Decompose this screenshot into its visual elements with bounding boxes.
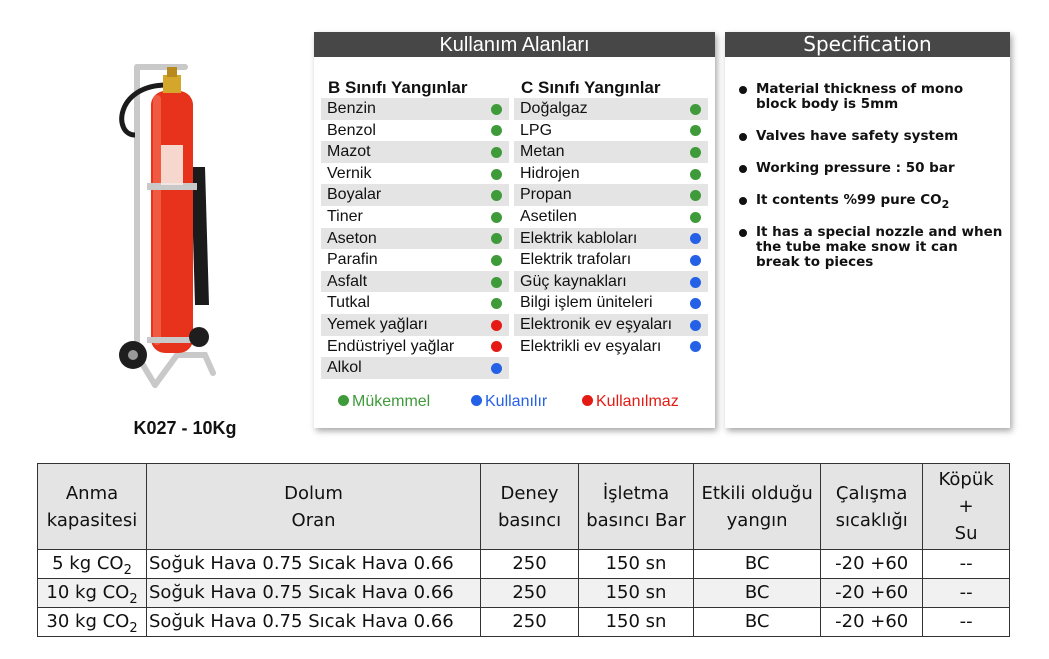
cell-temp [821,579,923,608]
blue-dot-icon [690,320,701,331]
specification-panel [725,32,1010,428]
list-item-label: Metan [520,143,565,161]
list-item-label: Alkol [327,359,362,377]
list-item-label: Vernik [327,164,372,182]
capacity-table [37,463,1010,637]
list-item [321,163,509,185]
bullet-icon [739,229,747,237]
blue-dot-icon [690,277,701,288]
header-line: yangın [726,509,788,531]
list-item-label: Endüstriyel yağlar [327,337,455,355]
header-line: İşletma [602,482,670,504]
list-item [514,314,708,336]
spec-item-text: Working pressure : 50 bar [756,160,955,176]
cell-fire-text: BC [744,611,770,632]
list-item-label: LPG [520,121,553,139]
spec-item-text: Valves have safety system [756,128,959,144]
cell-fill [147,550,481,579]
table-header-cell [694,464,821,550]
class-c-column [514,78,708,357]
list-item [321,271,509,293]
list-item-label: Benzin [327,100,376,117]
list-item [321,184,509,206]
cell-foam-text: -- [959,582,973,603]
list-item [514,206,708,228]
cell-foam [923,579,1010,608]
cell-work-text: 150 sn [605,582,667,603]
blue-dot-icon [690,341,701,352]
cell-test [481,608,579,637]
list-item-label: Aseton [327,229,377,247]
header-line: Anma [65,482,119,504]
header-line: Etkili olduğu [701,482,813,504]
usage-panel [314,32,715,428]
cell-fire [694,550,821,579]
cell-temp [821,608,923,637]
spec-item [738,82,1003,112]
legend-usable [471,393,547,411]
list-item [321,98,509,120]
list-item-label: Tutkal [327,294,370,312]
table-body [38,550,1010,637]
cell-foam-text: -- [959,553,973,574]
header-line: Köpük [938,469,994,490]
cell-fill-text: Soğuk Hava 0.75 Sıcak Hava 0.66 [149,611,454,632]
header-line: kapasitesi [46,509,138,531]
green-dot-icon [690,104,701,115]
cell-temp-text: -20 +60 [835,582,909,603]
class-b-list [321,98,509,379]
cell-capacity [38,550,147,579]
cell-capacity-text: 30 kg CO [46,611,130,632]
header-line: basıncı [497,509,562,531]
cell-fire [694,608,821,637]
green-dot-icon [491,190,502,201]
list-item-label: Yemek yağları [327,315,428,333]
cell-temp [821,550,923,579]
red-dot-icon [491,320,502,331]
list-item [321,249,509,271]
legend-usable-label: Kullanılır [485,393,548,410]
cell-capacity-subscript: 2 [129,621,138,636]
list-item [321,357,509,379]
header-line: basıncı Bar [586,509,686,531]
list-item [321,292,509,314]
extinguisher-image [95,55,245,400]
list-item-label: Elektrikli ev eşyaları [520,337,662,355]
spec-item-text: It has a special nozzle and when the tube make snow it can break to pieces [756,224,1003,270]
cell-capacity [38,608,147,637]
cell-test [481,550,579,579]
list-item-label: Bilgi işlem üniteleri [520,294,653,312]
bullet-icon [739,86,747,94]
product-caption: K027 - 10Kg [133,418,237,438]
green-dot-icon [491,147,502,158]
list-item [514,163,708,185]
table-header-row [38,464,1010,550]
header-line: Deney [500,482,559,504]
list-item-label: Mazot [327,143,371,161]
list-item-label: Propan [520,186,572,204]
cell-fill [147,608,481,637]
cell-work-text: 150 sn [605,611,667,632]
cell-foam [923,550,1010,579]
green-dot-icon [690,147,701,158]
green-dot-icon [338,395,349,406]
list-item [321,336,509,358]
blue-dot-icon [471,395,482,406]
list-item-label: Benzol [327,121,376,139]
list-item [321,206,509,228]
list-item-label: Elektrik trafoları [520,251,632,269]
blue-dot-icon [491,363,502,374]
header-line: Oran [291,509,336,531]
red-dot-icon [582,395,593,406]
list-item [514,141,708,163]
legend-excellent-label: Mükemmel [352,393,431,410]
spec-item [738,161,1003,176]
specification-list [738,82,1003,287]
list-item-label: Tiner [327,207,363,225]
green-dot-icon [690,125,701,136]
list-item [321,228,509,250]
cell-capacity-text: 10 kg CO [46,582,130,603]
class-b-title: B Sınıfı Yangınlar [328,78,468,97]
cell-test [481,579,579,608]
list-item-label: Hidrojen [520,164,580,182]
cell-capacity-subscript: 2 [129,592,138,607]
header-line: Su [954,523,978,544]
legend-unusable [582,393,679,411]
header-line: + [958,496,974,517]
list-item [321,141,509,163]
cell-test-text: 250 [512,553,547,574]
list-item [321,120,509,142]
cell-capacity-text: 5 kg CO [52,553,124,574]
bullet-icon [739,165,747,173]
list-item [514,98,708,120]
blue-dot-icon [690,298,701,309]
table-header-cell [147,464,481,550]
list-item [514,120,708,142]
list-item [514,249,708,271]
spec-item [738,129,1003,144]
table-header-cell [481,464,579,550]
list-item [321,314,509,336]
cell-work-text: 150 sn [605,553,667,574]
spec-item-text: Material thickness of mono block body is 5mm [756,81,964,112]
cell-fill [147,579,481,608]
cell-capacity [38,579,147,608]
spec-item [738,192,1003,211]
list-item [514,184,708,206]
list-item-label: Elektronik ev eşyaları [520,315,673,333]
table-row [38,608,1010,637]
usage-panel-title: Kullanım Alanları [314,32,715,57]
table-header-cell [38,464,147,550]
cell-test-text: 250 [512,582,547,603]
list-item-label: Elektrik kabloları [520,229,638,247]
cell-temp-text: -20 +60 [835,611,909,632]
list-item-label: Asetilen [520,207,577,225]
header-line: Dolum [284,482,343,504]
legend-unusable-label: Kullanılmaz [596,393,679,410]
cell-fire-text: BC [744,582,770,603]
green-dot-icon [491,104,502,115]
cell-test-text: 250 [512,611,547,632]
green-dot-icon [491,169,502,180]
list-item [514,292,708,314]
spec-item [738,225,1003,270]
cell-fill-text: Soğuk Hava 0.75 Sıcak Hava 0.66 [149,553,454,574]
co2-extinguisher-icon [95,55,245,400]
cell-fire-text: BC [744,553,770,574]
green-dot-icon [491,277,502,288]
green-dot-icon [491,233,502,244]
table-header-cell [821,464,923,550]
green-dot-icon [491,125,502,136]
table-header-cell [578,464,693,550]
green-dot-icon [690,190,701,201]
green-dot-icon [690,169,701,180]
list-item-label: Asfalt [327,272,368,290]
list-item-label: Güç kaynakları [520,272,627,290]
list-item-label: Boyalar [327,186,382,204]
class-c-title: C Sınıfı Yangınlar [521,78,661,97]
list-item-label: Parafin [327,251,378,269]
red-dot-icon [491,341,502,352]
green-dot-icon [491,298,502,309]
green-dot-icon [690,212,701,223]
table-row [38,550,1010,579]
cell-temp-text: -20 +60 [835,553,909,574]
table-row [38,579,1010,608]
list-item-label: Doğalgaz [520,100,588,117]
cell-foam [923,608,1010,637]
cell-fire [694,579,821,608]
class-b-column [321,78,509,379]
bullet-icon [739,197,747,205]
cell-fill-text: Soğuk Hava 0.75 Sıcak Hava 0.66 [149,582,454,603]
header-line: Çalışma [835,482,908,504]
bullet-icon [739,133,747,141]
cell-capacity-subscript: 2 [123,563,132,578]
green-dot-icon [491,212,502,223]
table-header-cell [923,464,1010,550]
blue-dot-icon [690,255,701,266]
blue-dot-icon [690,233,701,244]
cell-work [578,608,693,637]
list-item [514,271,708,293]
cell-work [578,550,693,579]
cell-foam-text: -- [959,611,973,632]
class-c-list [514,98,708,357]
green-dot-icon [491,255,502,266]
spec-item-text: It contents %99 pure CO [756,192,942,208]
cell-work [578,579,693,608]
legend-excellent [338,393,430,411]
spec-item-subscript: 2 [941,198,950,211]
specification-title: Specification [725,32,1010,57]
header-line: sıcaklığı [835,509,908,531]
list-item [514,336,708,358]
list-item [514,228,708,250]
